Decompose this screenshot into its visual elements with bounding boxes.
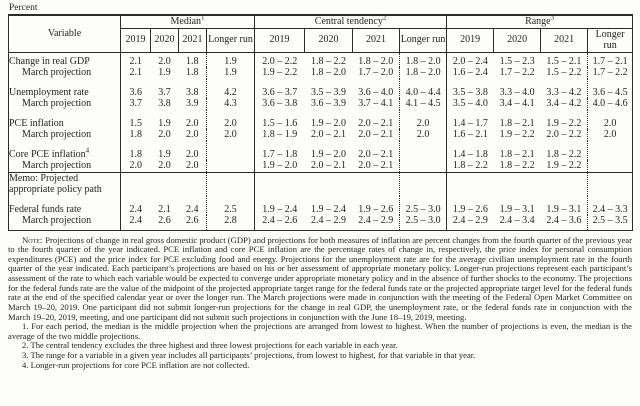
row-label: March projection	[9, 160, 121, 172]
cell-median-longer-run	[207, 160, 255, 172]
cell-range-longer-run: 2.0	[588, 129, 633, 141]
cell-median-2019: 1.8	[121, 141, 151, 161]
row-label: Memo: Projected appropriate policy path	[9, 172, 121, 196]
cell-median-2020: 1.9	[158, 148, 171, 160]
table-row	[9, 172, 633, 196]
col-header-range-longer-run: Longer run	[588, 28, 633, 52]
cell-central-2021: 2.0 – 2.1	[358, 148, 394, 160]
cell-central-longer-run: 4.1 – 4.5	[400, 98, 447, 110]
cell-median-2019: 2.1	[121, 52, 151, 67]
cell-central-2020: 3.5 – 3.9	[311, 86, 347, 98]
col-header-median-longer-run: Longer run	[207, 28, 255, 52]
col-header-median-2020: 2020	[151, 28, 179, 52]
cell-median-2019: 3.6	[121, 79, 151, 99]
cell-range-2020: 1.8 – 2.1	[499, 117, 535, 129]
row-label: March projection	[9, 67, 121, 79]
cell-central-2020: 1.8 – 2.2	[311, 55, 347, 67]
cell-median-2021: 2.0	[186, 148, 199, 160]
cell-range-2020: 1.8 – 2.1	[499, 148, 535, 160]
cell-range-2019	[447, 172, 494, 196]
cell-central-longer-run: 2.0	[400, 110, 447, 130]
cell-range-2021: 1.9 – 3.1	[546, 203, 582, 215]
row-label: Change in real GDP	[9, 52, 121, 67]
cell-central-longer-run	[400, 160, 447, 172]
cell-median-2021: 1.8	[186, 67, 199, 78]
cell-median-2021: 3.8	[186, 86, 199, 98]
cell-central-2019	[255, 172, 305, 196]
table-row	[9, 160, 633, 172]
cell-range-2021: 2.4 – 3.6	[546, 215, 582, 226]
footnote-marker: 4	[85, 146, 90, 155]
cell-central-longer-run: 2.0	[400, 129, 447, 141]
cell-central-2020: 2.0 – 2.1	[311, 160, 347, 171]
cell-range-2020	[494, 172, 541, 196]
cell-range-2019: 2.4 – 2.9	[447, 215, 494, 230]
cell-median-2021: 2.4	[186, 203, 199, 215]
cell-median-2020: 3.7	[158, 86, 171, 98]
cell-median-2020	[151, 172, 179, 196]
cell-median-2019	[121, 172, 151, 196]
cell-median-2020: 1.9	[158, 117, 171, 129]
notes-section	[8, 236, 632, 371]
row-label: Federal funds rate	[9, 196, 121, 216]
cell-median-2020: 1.9	[158, 67, 171, 78]
cell-median-longer-run	[207, 141, 255, 161]
cell-median-2020: 2.0	[158, 129, 171, 140]
table-row	[9, 98, 633, 110]
cell-median-longer-run: 1.9	[207, 52, 255, 67]
cell-central-longer-run: 2.5 – 3.0	[400, 215, 447, 230]
cell-central-2021: 2.0 – 2.1	[358, 160, 394, 171]
col-header-central-2020: 2020	[305, 28, 353, 52]
cell-central-2021	[353, 172, 400, 196]
table-header	[9, 15, 633, 52]
footnote-2: 2. The central tendency excludes the three highest and three lowest projections for each variable in each year.	[22, 340, 398, 351]
cell-range-2021: 1.9 – 2.2	[546, 117, 582, 129]
cell-median-2020: 2.0	[158, 55, 171, 67]
row-label: March projection	[9, 129, 121, 141]
cell-median-longer-run: 2.5	[207, 196, 255, 216]
variable-column-header: Variable	[9, 15, 121, 52]
cell-range-longer-run: 2.5 – 3.5	[588, 215, 633, 230]
row-label: PCE inflation	[9, 110, 121, 130]
group-header-row	[9, 15, 633, 28]
cell-median-2020: 2.1	[158, 203, 171, 215]
cell-range-2020: 1.9 – 2.2	[499, 129, 535, 140]
cell-range-longer-run: 2.4 – 3.3	[588, 196, 633, 216]
cell-median-2021: 2.0	[186, 160, 199, 171]
cell-median-2019: 2.4	[121, 196, 151, 216]
table-row	[9, 52, 633, 67]
cell-median-2021: 1.8	[186, 55, 199, 67]
cell-range-longer-run: 1.7 – 2.1	[588, 52, 633, 67]
footnote-marker: 2	[382, 13, 387, 22]
cell-central-2020	[305, 172, 353, 196]
cell-range-2019: 3.5 – 3.8	[447, 79, 494, 99]
cell-central-longer-run: 1.8 – 2.0	[400, 67, 447, 79]
footnote-3: 3. The range for a variable in a given year includes all participants’ projections, from lowest to highest, for that variable in that year.	[22, 350, 476, 360]
table-row	[9, 215, 633, 230]
group-header-range	[447, 15, 633, 28]
footnote-marker: 1	[201, 13, 205, 22]
row-label: Unemployment rate	[9, 79, 121, 99]
cell-range-longer-run: 1.7 – 2.2	[588, 67, 633, 79]
cell-median-2021: 3.9	[186, 98, 199, 109]
cell-range-2019: 1.6 – 2.4	[447, 67, 494, 79]
cell-median-2019: 2.0	[121, 160, 151, 172]
cell-median-2020: 3.8	[158, 98, 171, 109]
col-header-range-2021: 2021	[541, 28, 588, 52]
cell-median-2019: 1.8	[121, 129, 151, 141]
cell-central-2020: 1.9 – 2.0	[311, 117, 347, 129]
row-label: March projection	[9, 215, 121, 230]
cell-median-2020: 2.0	[158, 160, 171, 171]
cell-range-2019: 1.4 – 1.7	[447, 110, 494, 130]
cell-median-2020: 2.6	[158, 215, 171, 226]
cell-median-longer-run: 4.2	[207, 79, 255, 99]
cell-central-2019: 3.6 – 3.8	[255, 98, 305, 110]
cell-range-2019: 1.6 – 2.1	[447, 129, 494, 141]
cell-central-2019: 1.5 – 1.6	[255, 110, 305, 130]
cell-central-2021: 1.9 – 2.6	[358, 203, 394, 215]
cell-central-longer-run: 2.5 – 3.0	[400, 196, 447, 216]
table-note	[8, 236, 632, 323]
footnote-1: 1. For each period, the median is the middle projection when the projections are arranged from lowest to highest. When the number of projections is even, the median is the average of the two middle projections.	[8, 321, 632, 341]
col-header-central-2021: 2021	[353, 28, 400, 52]
cell-central-2021: 1.8 – 2.0	[358, 55, 394, 67]
note-label: Note:	[22, 234, 43, 245]
cell-central-2019: 1.7 – 1.8	[255, 141, 305, 161]
cell-central-longer-run: 4.0 – 4.4	[400, 79, 447, 99]
cell-median-longer-run: 4.3	[207, 98, 255, 110]
cell-central-2020: 2.4 – 2.9	[311, 215, 347, 226]
cell-central-2019: 1.8 – 1.9	[255, 129, 305, 141]
cell-range-2021: 1.5 – 2.1	[546, 55, 582, 67]
cell-range-longer-run: 3.6 – 4.5	[588, 79, 633, 99]
cell-central-2020: 2.0 – 2.1	[311, 129, 347, 140]
cell-range-2021: 3.3 – 4.2	[546, 86, 582, 98]
cell-range-2019: 1.9 – 2.6	[447, 196, 494, 216]
cell-median-longer-run: 2.0	[207, 129, 255, 141]
group-header-central-tendency	[255, 15, 447, 28]
col-header-range-2020: 2020	[494, 28, 541, 52]
group-label: Central tendency	[314, 16, 383, 27]
cell-central-2020: 1.9 – 2.4	[311, 203, 347, 215]
cell-range-2021: 2.0 – 2.2	[546, 129, 582, 140]
cell-central-2020: 1.8 – 2.0	[311, 67, 347, 78]
table-row	[9, 79, 633, 99]
cell-central-2020: 3.6 – 3.9	[311, 98, 347, 109]
cell-range-2020: 3.4 – 4.1	[499, 98, 535, 109]
cell-range-2019: 1.4 – 1.8	[447, 141, 494, 161]
row-label: Core PCE inflation$^4$	[9, 141, 121, 161]
table-row	[9, 196, 633, 216]
table-body	[9, 52, 633, 230]
cell-median-longer-run: 2.8	[207, 215, 255, 230]
table-row	[9, 129, 633, 141]
table-row	[9, 141, 633, 161]
table-row	[9, 67, 633, 79]
col-header-median-2019: 2019	[121, 28, 151, 52]
cell-median-2019: 1.5	[121, 110, 151, 130]
cell-range-2020: 2.4 – 3.4	[499, 215, 535, 226]
cell-central-longer-run	[400, 141, 447, 161]
cell-range-longer-run: 4.0 – 4.6	[588, 98, 633, 110]
cell-range-2021: 1.9 – 2.2	[546, 160, 582, 171]
cell-range-2021	[541, 172, 588, 196]
cell-median-2019: 2.4	[121, 215, 151, 230]
cell-central-2021: 3.7 – 4.1	[358, 98, 394, 109]
unit-label: Percent	[9, 3, 38, 13]
footnote-marker: 3	[550, 13, 555, 22]
cell-central-2021: 2.0 – 2.1	[358, 129, 394, 140]
footnote-4: 4. Longer-run projections for core PCE inflation are not collected.	[22, 359, 250, 370]
cell-median-2019: 2.1	[121, 67, 151, 79]
cell-median-2021	[179, 172, 207, 196]
cell-range-longer-run: 2.0	[588, 110, 633, 130]
cell-range-2019: 3.5 – 4.0	[447, 98, 494, 110]
cell-central-longer-run	[400, 172, 447, 196]
cell-range-2019: 2.0 – 2.4	[447, 52, 494, 67]
col-header-median-2021: 2021	[179, 28, 207, 52]
row-label: March projection	[9, 98, 121, 110]
cell-central-2021: 1.7 – 2.0	[358, 67, 394, 78]
cell-central-2019: 2.0 – 2.2	[255, 52, 305, 67]
cell-central-2021: 2.4 – 2.9	[358, 215, 394, 226]
cell-median-longer-run: 1.9	[207, 67, 255, 79]
cell-median-2021: 2.0	[186, 117, 199, 129]
cell-central-2019: 1.9 – 2.4	[255, 196, 305, 216]
cell-range-longer-run	[588, 160, 633, 172]
cell-central-longer-run: 1.8 – 2.0	[400, 52, 447, 67]
col-header-range-2019: 2019	[447, 28, 494, 52]
note-text: Projections of change in real gross domestic product (GDP) and projections for both measures of inflation are percent changes from the fourth quarter of the previous year to the fourth quarter of the year indicated. PCE inflation and core PCE inflation are the percentage rates of change in, respectively, the price index for personal consumption expenditures (PCE) and the price index for PCE excluding food and energy. Projections for the unemployment rate are for the average civilian unemployment rate in the fourth quarter of the year indicated. Each participant’s projections are based on his or her assessment of appropriate monetary policy. Longer-run projections represent each participant’s assessment of the rate to which each variable would be expected to converge under appropriate monetary policy and in the absence of further shocks to the economy. The projections for the federal funds rate are the value of the midpoint of the projected appropriate target range for the federal funds rate or the projected appropriate target level for the federal funds rate at the end of the specified calendar year or over the longer run. The March projections were made in conjunction with the meeting of the Federal Open Market Committee on March 19–20, 2019. One participant did not submit longer-run projections for the change in real GDP, the unemployment rate, or the federal funds rate in conjunction with the March 19–20, 2019, meeting, and one participant did not submit such projections in conjunction with the June 18–19, 2019, meeting.	[8, 234, 632, 322]
cell-range-2020: 1.9 – 3.1	[499, 203, 535, 215]
cell-range-2021: 1.8 – 2.2	[546, 148, 582, 160]
table-row	[9, 110, 633, 130]
cell-range-2020: 1.5 – 2.3	[499, 55, 535, 67]
cell-central-2019: 1.9 – 2.0	[255, 160, 305, 172]
cell-central-2019: 1.9 – 2.2	[255, 67, 305, 79]
cell-range-2020: 1.8 – 2.2	[499, 160, 535, 171]
cell-median-longer-run: 2.0	[207, 110, 255, 130]
cell-range-2020: 1.7 – 2.2	[499, 67, 535, 78]
cell-central-2021: 2.0 – 2.1	[358, 117, 394, 129]
cell-median-2021: 2.6	[186, 215, 199, 226]
cell-central-2021: 3.6 – 4.0	[358, 86, 394, 98]
col-header-central-2019: 2019	[255, 28, 305, 52]
cell-central-2019: 3.6 – 3.7	[255, 79, 305, 99]
group-label: Range	[525, 16, 551, 27]
cell-central-2020: 1.9 – 2.0	[311, 148, 347, 160]
cell-range-2020: 3.3 – 4.0	[499, 86, 535, 98]
projections-table	[8, 14, 633, 231]
cell-range-longer-run	[588, 172, 633, 196]
cell-central-2019: 2.4 – 2.6	[255, 215, 305, 230]
cell-range-2021: 3.4 – 4.2	[546, 98, 582, 109]
cell-median-2021: 2.0	[186, 129, 199, 140]
cell-median-longer-run	[207, 172, 255, 196]
group-label: Median	[170, 16, 202, 27]
cell-range-2021: 1.5 – 2.2	[546, 67, 582, 78]
group-header-median	[121, 15, 255, 28]
cell-median-2019: 3.7	[121, 98, 151, 110]
cell-range-2019: 1.8 – 2.2	[447, 160, 494, 172]
cell-range-longer-run	[588, 141, 633, 161]
col-header-central-longer-run: Longer run	[400, 28, 447, 52]
